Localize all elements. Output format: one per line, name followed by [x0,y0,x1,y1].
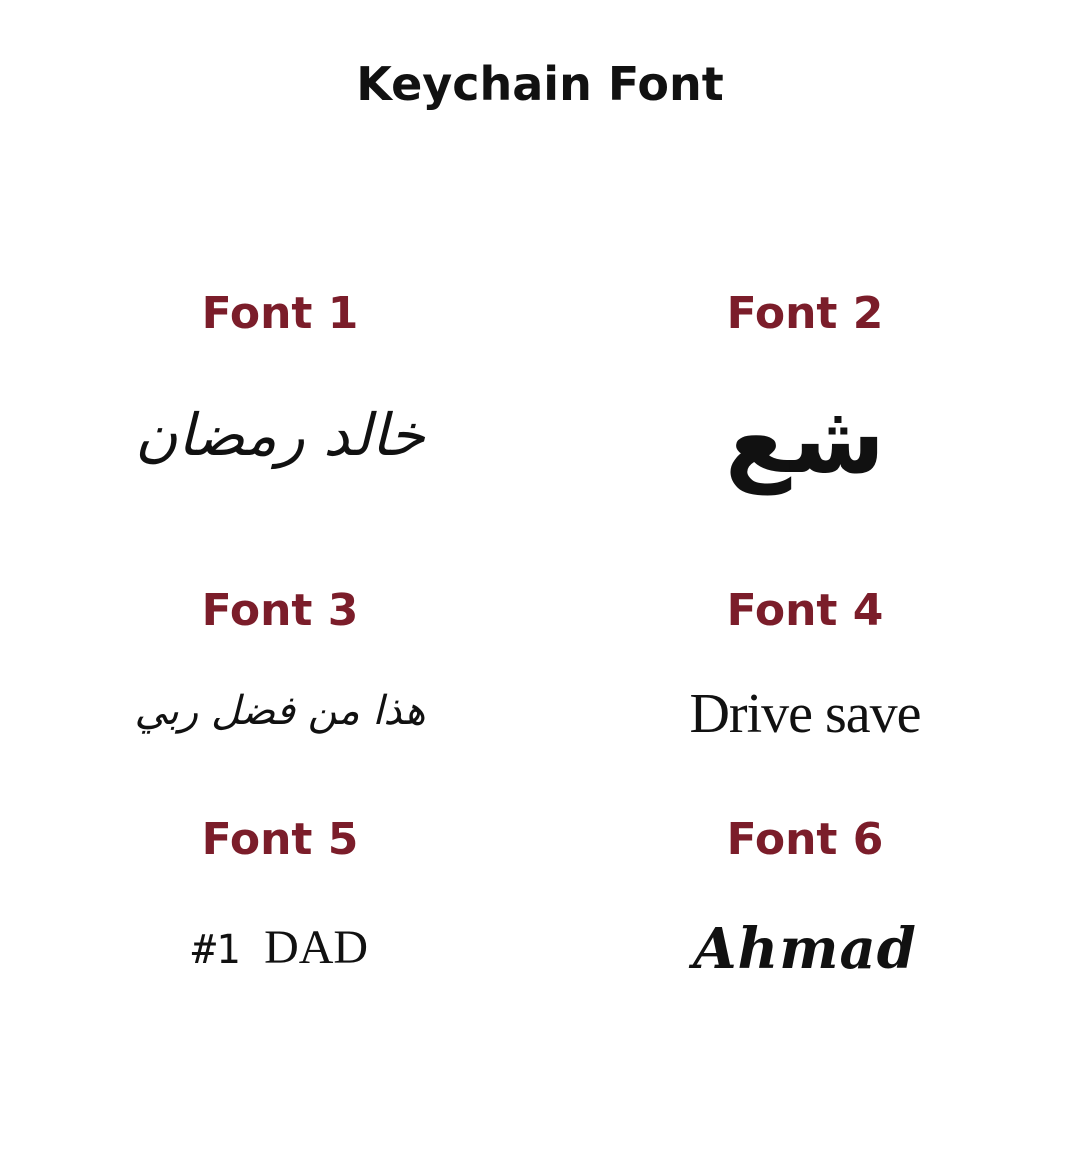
font-sample-arabic-monogram: شع [725,383,885,495]
font-card-3[interactable] [70,583,490,753]
font-sample-prefix: #1 [191,927,241,973]
font-card-5[interactable] [70,812,490,982]
font-card-2[interactable] [595,286,1015,516]
font-label: Font 6 [726,814,884,865]
font-label: Font 3 [201,585,359,636]
font-label: Font 1 [201,288,359,339]
font-card-6[interactable] [595,812,1015,982]
page-title: Keychain Font [356,57,724,111]
font-label: Font 5 [201,814,359,865]
font-sample-serif: Drive save [689,683,921,745]
font-label: Font 2 [726,288,884,339]
font-sample-script: Ahmad [693,916,917,982]
font-label: Font 4 [726,585,884,636]
font-card-4[interactable] [595,583,1015,753]
font-sample-arabic: هذا من فضل ربي [134,688,426,734]
font-sample-arabic: خالد رمضان [135,401,425,469]
font-sample-text: DAD [264,921,369,974]
font-card-1[interactable] [70,286,490,506]
font-sample-mixed [70,918,490,980]
